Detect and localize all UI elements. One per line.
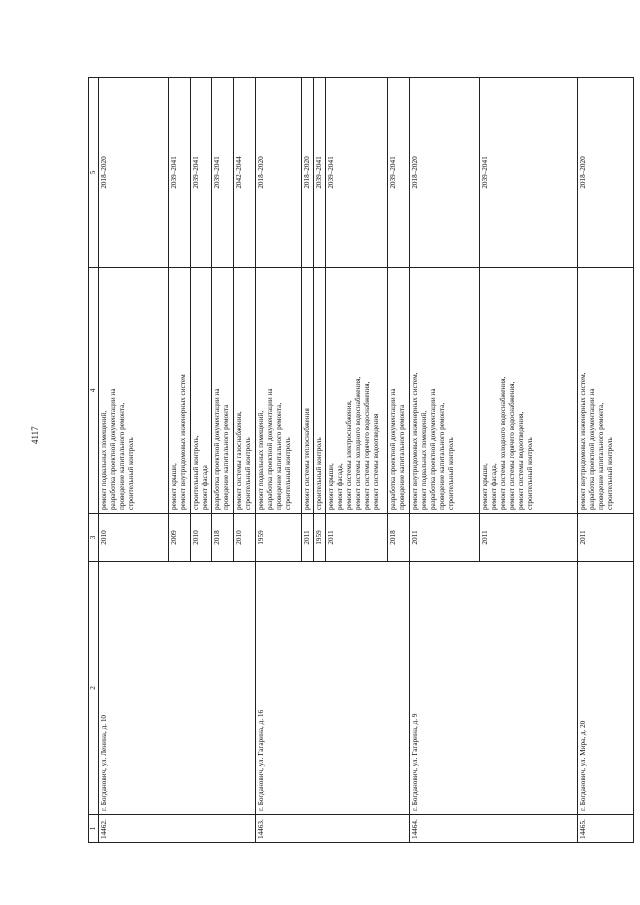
repair-work-item: ремонт внутридомовых инженерных систем, [411,372,419,510]
planned-period: 2039–2041 [480,78,578,268]
repair-work-item: ремонт фасада, [336,463,344,510]
repair-work-item: ремонт системы холодного водоснабжения, [499,376,507,510]
table-row [410,78,480,843]
planned-period: 2039–2041 [169,78,191,268]
last-repair-year: 2011 [578,514,634,562]
repair-work-item: ремонт фасада, [490,463,498,510]
repair-works [169,268,191,514]
last-repair-year: 2010 [191,514,212,562]
header-col-1: 1 [89,815,99,843]
repair-work-item: ремонт внутридомовых инженерных систем [179,374,187,510]
repair-work-item: строительный контроль [284,437,292,510]
repair-works [314,268,326,514]
repair-work-item: строительный контроль [526,437,534,510]
planned-period: 2018–2020 [410,78,480,268]
repair-work-item: ремонт крыши, [481,463,489,510]
last-repair-year: 2018 [388,514,410,562]
repair-work-item: строительный контроль [127,437,135,510]
repair-work-item: проведение капитального ремонта, [597,402,605,510]
repair-work-item: ремонт подвальных помещений, [420,410,428,510]
repair-work-item: строительный контроль [606,437,614,510]
record-number: 14465. [578,815,634,843]
last-repair-year: 2010 [99,514,169,562]
building-address: г. Богданович, ул. Мира, д. 20 [578,562,634,815]
repair-works [256,268,302,514]
repair-work-item: ремонт системы теплоснабжения [303,408,311,510]
table-row [578,78,634,843]
planned-period: 2018–2020 [578,78,634,268]
planned-period: 2039–2041 [212,78,234,268]
planned-period: 2018–2020 [302,78,314,268]
last-repair-year: 1959 [256,514,302,562]
repair-work-item: ремонт системы холодного водоснабжения, [354,376,362,510]
repair-works [212,268,234,514]
table-row [256,78,302,843]
repair-work-item: проведение капитального ремонта, [438,402,446,510]
last-repair-year: 2011 [326,514,388,562]
repair-work-item: строительный контроль [244,437,252,510]
repair-work-item: ремонт системы водоотведения [372,413,380,510]
repair-work-item: разработка проектной документации на [588,388,596,510]
repair-work-item: разработка проектной документации на [109,388,117,510]
repair-works [410,268,480,514]
repair-works [326,268,388,514]
repair-work-item: ремонт фасада [201,465,209,510]
repair-work-item: ремонт системы горячего водоснабжения, [508,381,516,510]
repair-works [99,268,169,514]
record-number: 14462. [99,815,256,843]
header-col-5: 5 [89,78,99,268]
last-repair-year: 2011 [302,514,314,562]
repair-work-item: ремонт системы горячего водоснабжения, [363,381,371,510]
page-number: 4117 [30,426,40,444]
repair-works [191,268,212,514]
last-repair-year: 2010 [234,514,256,562]
repair-work-item: ремонт крыши, [170,463,178,510]
repair-work-item: ремонт крыши, [327,463,335,510]
record-number: 14464. [410,815,578,843]
building-address: г. Богданович, ул. Гагарина, д. 9 [410,562,578,815]
planned-period: 2039–2041 [326,78,388,268]
last-repair-year: 2011 [480,514,578,562]
rotated-table-container [88,78,614,843]
building-address: г. Богданович, ул. Ленина, д. 10 [99,562,256,815]
repair-work-item: проведение капитального ремонта [222,404,230,510]
repair-work-item: разработка проектной документации на [213,388,221,510]
planned-period: 2018–2020 [256,78,302,268]
planned-period: 2042–2044 [234,78,256,268]
repair-work-item: проведение капитального ремонта, [118,402,126,510]
header-col-4: 4 [89,268,99,514]
repair-work-item: проведение капитального ремонта [398,404,406,510]
repair-work-item: проведение капитального ремонта, [275,402,283,510]
last-repair-year: 2018 [212,514,234,562]
last-repair-year: 2009 [169,514,191,562]
repair-work-item: ремонт подвальных помещений, [100,410,108,510]
repair-works [302,268,314,514]
capital-repair-table [88,77,634,843]
header-row [89,78,99,843]
repair-work-item: разработка проектной документации на [389,388,397,510]
planned-period: 2039–2041 [191,78,212,268]
building-address: г. Богданович, ул. Гагарина, д. 16 [256,562,410,815]
repair-works [234,268,256,514]
planned-period: 2039–2041 [388,78,410,268]
repair-works [388,268,410,514]
header-col-3: 3 [89,514,99,562]
repair-work-item: ремонт системы электроснабжения, [345,400,353,510]
repair-work-item: строительный контроль [447,437,455,510]
last-repair-year: 1959 [314,514,326,562]
table-row [99,78,169,843]
repair-work-item: ремонт системы газоснабжения, [235,411,243,510]
header-col-2: 2 [89,562,99,815]
repair-works [480,268,578,514]
repair-work-item: ремонт внутридомовых инженерных систем, [579,372,587,510]
planned-period: 2039–2041 [314,78,326,268]
repair-work-item: ремонт системы водоотведения, [517,411,525,510]
planned-period: 2018–2020 [99,78,169,268]
repair-work-item: разработка проектной документации на [266,388,274,510]
last-repair-year: 2011 [410,514,480,562]
record-number: 14463. [256,815,410,843]
repair-work-item: ремонт подвальных помещений, [257,410,265,510]
repair-work-item: строительный контроль, [192,435,200,510]
repair-work-item: строительный контроль [315,437,323,510]
repair-works [578,268,634,514]
repair-work-item: разработка проектной документации на [429,388,437,510]
